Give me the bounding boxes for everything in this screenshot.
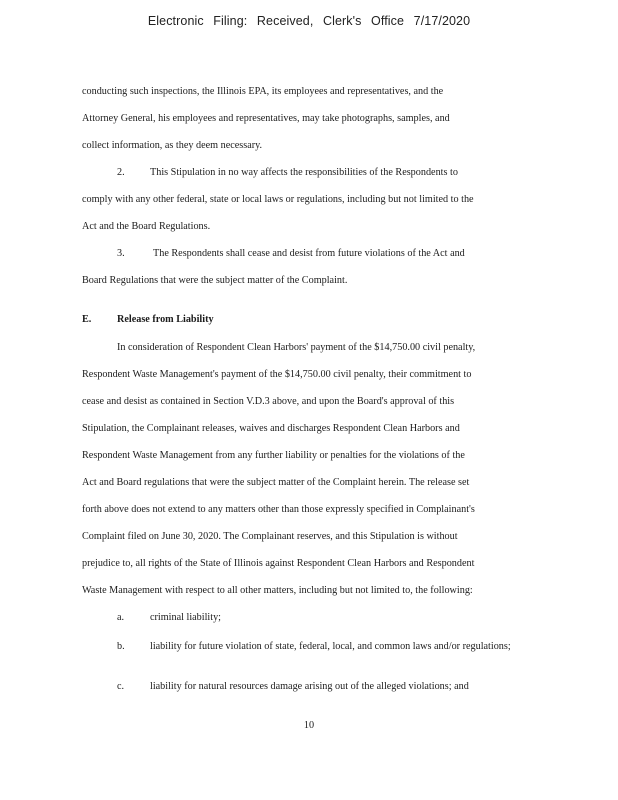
body-line: The Respondents shall cease and desist from future violations of the Act and (153, 248, 465, 259)
list-item-text: criminal liability; (150, 612, 222, 623)
body-line: collect information, as they deem necessary. (82, 140, 263, 151)
list-item-letter: b. (117, 641, 125, 652)
list-item-letter: c. (117, 681, 125, 692)
filing-header: Electronic Filing: Received, Clerk's Office 7/17/2020 (147, 14, 471, 28)
body-line: cease and desist as contained in Section V.D.3 above, and upon the Board's approval of this (82, 396, 455, 407)
body-line: comply with any other federal, state or local laws or regulations, including but not limited to the (82, 194, 474, 205)
body-line: Act and the Board Regulations. (82, 221, 211, 232)
body-line: Attorney General, his employees and representatives, may take photographs, samples, and (82, 113, 450, 124)
body-line: Respondent Waste Management from any further liability or penalties for the violations of the (82, 450, 465, 461)
body-line: Act and Board regulations that were the subject matter of the Complaint herein. The release set (82, 477, 470, 488)
section-letter: E. (82, 314, 92, 325)
body-line: Board Regulations that were the subject matter of the Complaint. (82, 275, 348, 286)
body-line: This Stipulation in no way affects the responsibilities of the Respondents to (150, 167, 458, 178)
body-line: Respondent Waste Management's payment of the $14,750.00 civil penalty, their commitment to (82, 369, 472, 380)
body-line: In consideration of Respondent Clean Harbors' payment of the $14,750.00 civil penalty, (117, 342, 476, 353)
body-line: prejudice to, all rights of the State of Illinois against Respondent Clean Harbors and Respondent (82, 558, 475, 569)
body-line: Waste Management with respect to all other matters, including but not limited to, the following: (82, 585, 473, 596)
section-title: Release from Liability (117, 314, 214, 325)
page-number: 10 (303, 720, 315, 731)
body-line: Complaint filed on June 30, 2020. The Complainant reserves, and this Stipulation is without (82, 531, 458, 542)
list-item-text: liability for natural resources damage arising out of the alleged violations; and (150, 681, 469, 692)
list-item-letter: a. (117, 612, 125, 623)
paragraph-number: 3. (117, 248, 125, 259)
list-item-text: liability for future violation of state, federal, local, and common laws and/or regulations; (150, 641, 511, 652)
body-line: Stipulation, the Complainant releases, waives and discharges Respondent Clean Harbors and (82, 423, 460, 434)
paragraph-number: 2. (117, 167, 125, 178)
body-line: forth above does not extend to any matters other than those expressly specified in Complainant's (82, 504, 475, 515)
body-line: conducting such inspections, the Illinois EPA, its employees and representatives, and the (82, 86, 444, 97)
